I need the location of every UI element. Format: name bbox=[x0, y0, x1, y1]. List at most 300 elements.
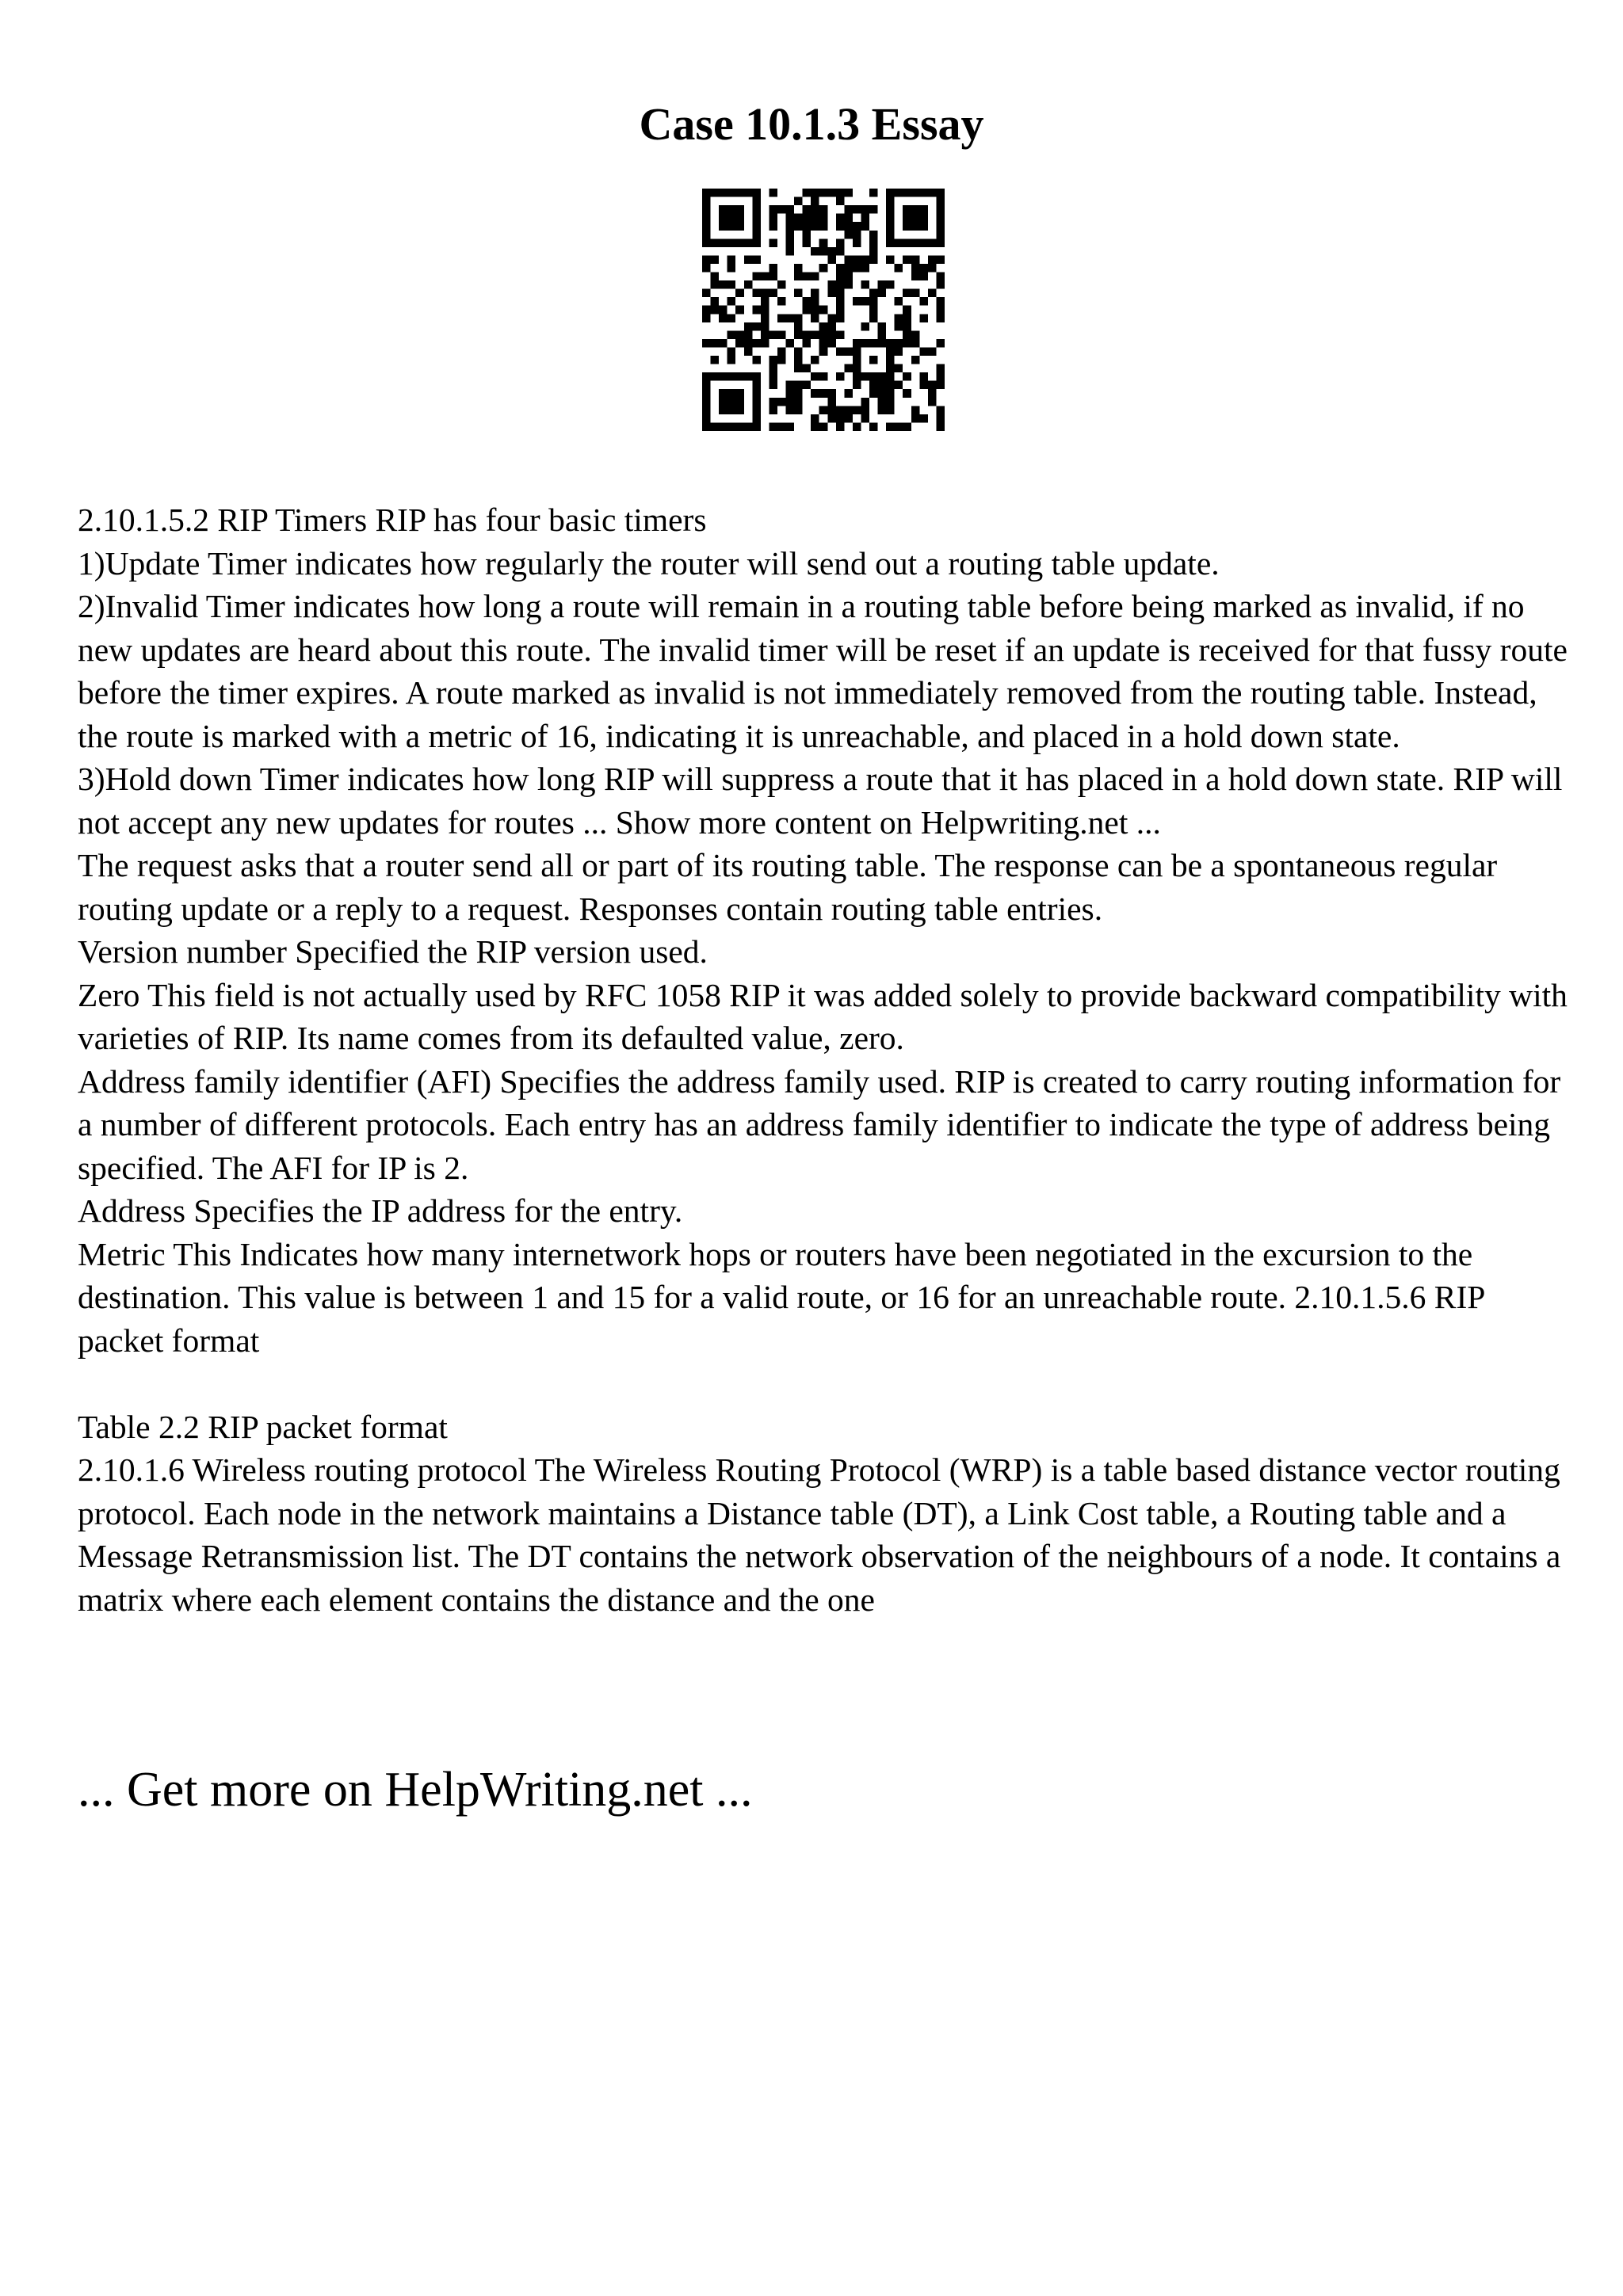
qr-module bbox=[752, 238, 761, 247]
qr-module bbox=[878, 339, 887, 348]
qr-module bbox=[727, 255, 736, 264]
qr-module bbox=[744, 347, 753, 356]
qr-module bbox=[702, 189, 711, 197]
paragraph-invalid-timer: 2)Invalid Timer indicates how long a route will remain in a routing table before being marked as invalid, if no new updates are heard about this route. The invalid timer will be reset if an update is received for that fussy route before the timer expires. A route marked as invalid is not immediately removed from the routing table. Instead, the route is marked with a metric of 16, indicating it is unreachable, and placed in a hold down state. bbox=[78, 588, 1568, 754]
essay-body bbox=[78, 498, 1568, 1621]
qr-module bbox=[936, 280, 945, 289]
qr-module bbox=[903, 306, 911, 315]
qr-module bbox=[727, 330, 736, 339]
qr-module bbox=[869, 289, 878, 298]
qr-module bbox=[727, 222, 736, 231]
qr-module bbox=[861, 414, 869, 423]
qr-module bbox=[752, 255, 761, 264]
qr-module bbox=[719, 280, 727, 289]
qr-module bbox=[836, 330, 845, 339]
qr-module bbox=[878, 330, 887, 339]
qr-module bbox=[903, 330, 911, 339]
qr-module bbox=[769, 422, 777, 431]
qr-module bbox=[919, 372, 928, 381]
qr-module bbox=[869, 189, 878, 197]
qr-module bbox=[803, 214, 812, 223]
qr-module bbox=[853, 406, 861, 414]
qr-module bbox=[853, 356, 861, 364]
qr-module bbox=[928, 264, 937, 273]
qr-module bbox=[711, 238, 720, 247]
paragraph-version-number: Version number Specified the RIP version used. bbox=[78, 933, 708, 970]
qr-module bbox=[853, 372, 861, 381]
qr-module bbox=[811, 289, 819, 298]
paragraph-hold-down-timer: 3)Hold down Timer indicates how long RIP will suppress a route that it has placed in a hold down state. RIP will not accept any new updates for routes ... Show more content on Helpwriting.net ... bbox=[78, 761, 1563, 841]
qr-module bbox=[777, 398, 786, 406]
qr-module bbox=[711, 306, 720, 315]
qr-module bbox=[761, 289, 769, 298]
qr-module bbox=[819, 306, 828, 315]
qr-module bbox=[928, 347, 937, 356]
qr-module bbox=[811, 205, 819, 214]
qr-module bbox=[886, 238, 895, 247]
qr-module bbox=[886, 364, 895, 373]
qr-module bbox=[861, 339, 869, 348]
qr-module bbox=[744, 280, 753, 289]
qr-module bbox=[861, 264, 869, 273]
qr-module bbox=[919, 214, 928, 223]
qr-module bbox=[719, 372, 727, 381]
qr-module bbox=[836, 306, 845, 315]
qr-module bbox=[735, 289, 744, 298]
qr-module bbox=[786, 389, 795, 398]
qr-module bbox=[836, 372, 845, 381]
qr-module bbox=[811, 314, 819, 322]
qr-module bbox=[919, 273, 928, 281]
qr-module bbox=[727, 422, 736, 431]
qr-module bbox=[794, 389, 803, 398]
qr-module bbox=[711, 189, 720, 197]
qr-module bbox=[803, 238, 812, 247]
qr-module bbox=[836, 273, 845, 281]
qr-module bbox=[727, 356, 736, 364]
qr-module bbox=[752, 372, 761, 381]
paragraph-metric: Metric This Indicates how many internetwork hops or routers have been negotiated in the excursion to the destination. This value is between 1 and 15 for a valid route, or 16 for an unreachable route. 2.10.1.5.6 RIP packet format bbox=[78, 1235, 1484, 1359]
qr-module bbox=[727, 297, 736, 306]
qr-module bbox=[936, 197, 945, 206]
qr-module bbox=[752, 381, 761, 390]
qr-module bbox=[735, 306, 744, 315]
qr-module bbox=[836, 222, 845, 231]
qr-module bbox=[844, 273, 853, 281]
qr-module bbox=[803, 330, 812, 339]
qr-module bbox=[727, 347, 736, 356]
qr-module bbox=[827, 255, 836, 264]
qr-module bbox=[936, 414, 945, 423]
qr-module bbox=[727, 372, 736, 381]
qr-module bbox=[735, 339, 744, 348]
qr-module bbox=[844, 189, 853, 197]
qr-module bbox=[853, 264, 861, 273]
qr-module bbox=[735, 222, 744, 231]
qr-module bbox=[752, 197, 761, 206]
qr-module bbox=[911, 339, 920, 348]
qr-module bbox=[936, 273, 945, 281]
qr-module bbox=[869, 314, 878, 322]
qr-module bbox=[719, 189, 727, 197]
qr-module bbox=[777, 347, 786, 356]
qr-module bbox=[803, 381, 812, 390]
qr-module bbox=[752, 389, 761, 398]
qr-module bbox=[936, 339, 945, 348]
qr-module bbox=[836, 247, 845, 256]
qr-module bbox=[803, 339, 812, 348]
qr-module bbox=[769, 372, 777, 381]
qr-module bbox=[886, 389, 895, 398]
qr-module bbox=[878, 398, 887, 406]
qr-module bbox=[811, 189, 819, 197]
qr-module bbox=[836, 289, 845, 298]
qr-module bbox=[911, 356, 920, 364]
qr-module bbox=[836, 314, 845, 322]
qr-module bbox=[702, 389, 711, 398]
qr-module bbox=[752, 306, 761, 315]
qr-module bbox=[911, 255, 920, 264]
qr-module bbox=[936, 255, 945, 264]
paragraph-spacer bbox=[78, 1362, 1568, 1405]
qr-module bbox=[911, 189, 920, 197]
qr-module bbox=[903, 189, 911, 197]
qr-module bbox=[919, 238, 928, 247]
qr-module bbox=[777, 330, 786, 339]
qr-module bbox=[869, 231, 878, 239]
qr-module bbox=[735, 214, 744, 223]
qr-module bbox=[886, 406, 895, 414]
qr-module bbox=[895, 347, 903, 356]
qr-module bbox=[844, 406, 853, 414]
qr-module bbox=[702, 372, 711, 381]
qr-module bbox=[719, 406, 727, 414]
qr-module bbox=[869, 381, 878, 390]
qr-module bbox=[844, 214, 853, 223]
qr-module bbox=[744, 322, 753, 331]
qr-module bbox=[761, 297, 769, 306]
qr-module bbox=[752, 406, 761, 414]
qr-module bbox=[777, 356, 786, 364]
qr-code-icon[interactable] bbox=[702, 189, 945, 431]
qr-module bbox=[895, 322, 903, 331]
qr-module bbox=[886, 222, 895, 231]
qr-module bbox=[819, 264, 828, 273]
qr-module bbox=[836, 297, 845, 306]
qr-module bbox=[769, 398, 777, 406]
qr-module bbox=[853, 255, 861, 264]
qr-module bbox=[727, 280, 736, 289]
qr-module bbox=[853, 339, 861, 348]
qr-module bbox=[861, 222, 869, 231]
qr-module bbox=[936, 238, 945, 247]
qr-module bbox=[702, 205, 711, 214]
qr-module bbox=[861, 297, 869, 306]
qr-module bbox=[886, 422, 895, 431]
qr-module bbox=[794, 364, 803, 373]
qr-module bbox=[869, 339, 878, 348]
qr-module bbox=[886, 398, 895, 406]
qr-module bbox=[836, 347, 845, 356]
qr-module bbox=[811, 330, 819, 339]
qr-module bbox=[861, 280, 869, 289]
qr-module bbox=[878, 381, 887, 390]
qr-module bbox=[836, 238, 845, 247]
qr-module bbox=[886, 381, 895, 390]
qr-module bbox=[794, 314, 803, 322]
qr-module bbox=[836, 264, 845, 273]
qr-module bbox=[786, 205, 795, 214]
get-more-link[interactable]: ... Get more on HelpWriting.net ... bbox=[78, 1763, 753, 1817]
qr-module bbox=[719, 306, 727, 315]
qr-module bbox=[735, 398, 744, 406]
qr-module bbox=[702, 197, 711, 206]
qr-module bbox=[761, 306, 769, 315]
qr-module bbox=[777, 205, 786, 214]
qr-module bbox=[919, 347, 928, 356]
qr-module bbox=[827, 247, 836, 256]
qr-module bbox=[719, 389, 727, 398]
qr-module bbox=[777, 314, 786, 322]
qr-module bbox=[702, 406, 711, 414]
qr-module bbox=[936, 406, 945, 414]
qr-module bbox=[727, 406, 736, 414]
qr-module bbox=[819, 339, 828, 348]
qr-module bbox=[827, 322, 836, 331]
qr-module bbox=[936, 372, 945, 381]
qr-module bbox=[803, 189, 812, 197]
qr-module bbox=[861, 214, 869, 223]
qr-module bbox=[869, 356, 878, 364]
qr-module bbox=[761, 330, 769, 339]
qr-module bbox=[794, 347, 803, 356]
qr-module bbox=[769, 406, 777, 414]
qr-module bbox=[911, 264, 920, 273]
qr-module bbox=[895, 422, 903, 431]
qr-module bbox=[853, 205, 861, 214]
qr-module bbox=[844, 264, 853, 273]
qr-module bbox=[786, 406, 795, 414]
qr-module bbox=[869, 372, 878, 381]
qr-module bbox=[769, 189, 777, 197]
qr-module bbox=[819, 189, 828, 197]
qr-module bbox=[827, 406, 836, 414]
qr-module bbox=[928, 238, 937, 247]
qr-module bbox=[777, 280, 786, 289]
qr-module bbox=[836, 214, 845, 223]
qr-module bbox=[744, 255, 753, 264]
qr-module bbox=[752, 222, 761, 231]
qr-module bbox=[836, 197, 845, 206]
qr-module bbox=[853, 381, 861, 390]
qr-module bbox=[769, 381, 777, 390]
qr-module bbox=[911, 330, 920, 339]
qr-module bbox=[786, 381, 795, 390]
qr-module bbox=[861, 205, 869, 214]
qr-module bbox=[702, 381, 711, 390]
qr-module bbox=[919, 222, 928, 231]
qr-module bbox=[727, 398, 736, 406]
qr-module bbox=[819, 389, 828, 398]
qr-module bbox=[861, 322, 869, 331]
qr-module bbox=[853, 364, 861, 373]
document-title: Case 10.1.3 Essay bbox=[639, 98, 984, 150]
qr-module bbox=[919, 264, 928, 273]
qr-module bbox=[928, 189, 937, 197]
qr-module bbox=[861, 406, 869, 414]
qr-module bbox=[711, 339, 720, 348]
paragraph-table-caption: Table 2.2 RIP packet format bbox=[78, 1408, 448, 1445]
qr-module bbox=[761, 314, 769, 322]
qr-module bbox=[844, 222, 853, 231]
qr-module bbox=[752, 339, 761, 348]
qr-module bbox=[869, 389, 878, 398]
qr-module bbox=[844, 231, 853, 239]
qr-module bbox=[719, 238, 727, 247]
qr-module bbox=[769, 214, 777, 223]
qr-module bbox=[886, 347, 895, 356]
qr-module bbox=[919, 189, 928, 197]
qr-module bbox=[702, 214, 711, 223]
qr-module bbox=[827, 280, 836, 289]
qr-module bbox=[777, 422, 786, 431]
qr-module bbox=[702, 231, 711, 239]
qr-module bbox=[727, 238, 736, 247]
qr-module bbox=[869, 247, 878, 256]
qr-module bbox=[769, 356, 777, 364]
qr-module bbox=[911, 273, 920, 281]
qr-module bbox=[819, 222, 828, 231]
qr-module bbox=[903, 422, 911, 431]
qr-module bbox=[786, 398, 795, 406]
qr-module bbox=[769, 330, 777, 339]
qr-module bbox=[936, 314, 945, 322]
qr-module bbox=[752, 214, 761, 223]
qr-module bbox=[811, 214, 819, 223]
qr-module bbox=[711, 422, 720, 431]
qr-module bbox=[811, 197, 819, 206]
qr-module bbox=[895, 339, 903, 348]
qr-module bbox=[886, 255, 895, 264]
qr-module bbox=[761, 339, 769, 348]
qr-module bbox=[895, 238, 903, 247]
qr-module bbox=[869, 238, 878, 247]
qr-module bbox=[911, 205, 920, 214]
qr-module bbox=[769, 222, 777, 231]
qr-code-graphic bbox=[702, 189, 945, 431]
qr-module bbox=[886, 372, 895, 381]
qr-module bbox=[786, 238, 795, 247]
qr-module bbox=[702, 238, 711, 247]
qr-module bbox=[853, 297, 861, 306]
qr-module bbox=[911, 214, 920, 223]
qr-module bbox=[928, 289, 937, 298]
qr-module bbox=[744, 238, 753, 247]
qr-module bbox=[786, 222, 795, 231]
qr-module bbox=[911, 406, 920, 414]
qr-module bbox=[827, 398, 836, 406]
qr-module bbox=[911, 414, 920, 423]
qr-module bbox=[936, 205, 945, 214]
qr-module bbox=[819, 372, 828, 381]
qr-module bbox=[853, 422, 861, 431]
qr-module bbox=[744, 422, 753, 431]
qr-module bbox=[711, 356, 720, 364]
qr-module bbox=[761, 273, 769, 281]
qr-module bbox=[794, 197, 803, 206]
qr-module bbox=[702, 414, 711, 423]
paragraph-wireless-routing: 2.10.1.6 Wireless routing protocol The Wireless Routing Protocol (WRP) is a table based distance vector routing protocol. Each node in the network maintains a Distance table (DT), a Link Cost table, a Routing table and a Message Retransmission list. The DT contains the network observation of the neighbours of a node. It contains a matrix where each element contains the distance and the one bbox=[78, 1451, 1561, 1618]
qr-module bbox=[886, 356, 895, 364]
paragraph-afi: Address family identifier (AFI) Specifies the address family used. RIP is created to carry routing information for a number of different protocols. Each entry has an address family identifier to indicate the type of address being specified. The AFI for IP is 2. bbox=[78, 1062, 1561, 1186]
qr-module bbox=[761, 322, 769, 331]
qr-module bbox=[903, 389, 911, 398]
qr-module bbox=[794, 222, 803, 231]
qr-module bbox=[769, 238, 777, 247]
qr-module bbox=[702, 339, 711, 348]
qr-module bbox=[702, 264, 711, 273]
qr-module bbox=[936, 297, 945, 306]
qr-module bbox=[794, 356, 803, 364]
qr-module bbox=[727, 389, 736, 398]
qr-module bbox=[895, 264, 903, 273]
qr-module bbox=[744, 339, 753, 348]
qr-module bbox=[719, 314, 727, 322]
qr-module bbox=[752, 289, 761, 298]
qr-module bbox=[903, 255, 911, 264]
qr-module bbox=[727, 214, 736, 223]
qr-module bbox=[735, 406, 744, 414]
qr-module bbox=[711, 280, 720, 289]
qr-module bbox=[836, 414, 845, 423]
qr-module bbox=[711, 255, 720, 264]
qr-module bbox=[744, 372, 753, 381]
qr-module bbox=[803, 273, 812, 281]
qr-module bbox=[786, 214, 795, 223]
qr-module bbox=[919, 314, 928, 322]
qr-module bbox=[752, 322, 761, 331]
qr-module bbox=[719, 205, 727, 214]
qr-module bbox=[752, 189, 761, 197]
qr-module bbox=[769, 205, 777, 214]
paragraph-rip-timers-heading: 2.10.1.5.2 RIP Timers RIP has four basic timers bbox=[78, 502, 707, 538]
qr-module bbox=[794, 381, 803, 390]
qr-module bbox=[702, 222, 711, 231]
qr-module bbox=[803, 306, 812, 315]
qr-module bbox=[769, 289, 777, 298]
qr-module bbox=[794, 406, 803, 414]
qr-module bbox=[794, 398, 803, 406]
qr-module bbox=[786, 339, 795, 348]
qr-module bbox=[811, 389, 819, 398]
qr-module bbox=[786, 247, 795, 256]
qr-module bbox=[836, 189, 845, 197]
qr-module bbox=[769, 273, 777, 281]
qr-module bbox=[886, 339, 895, 348]
qr-module bbox=[827, 314, 836, 322]
qr-module bbox=[886, 189, 895, 197]
qr-module bbox=[886, 214, 895, 223]
qr-module bbox=[853, 238, 861, 247]
qr-module bbox=[903, 289, 911, 298]
qr-module bbox=[803, 205, 812, 214]
qr-module bbox=[786, 314, 795, 322]
qr-module bbox=[803, 364, 812, 373]
qr-module bbox=[919, 414, 928, 423]
qr-module bbox=[827, 330, 836, 339]
qr-module bbox=[878, 389, 887, 398]
qr-module bbox=[727, 205, 736, 214]
